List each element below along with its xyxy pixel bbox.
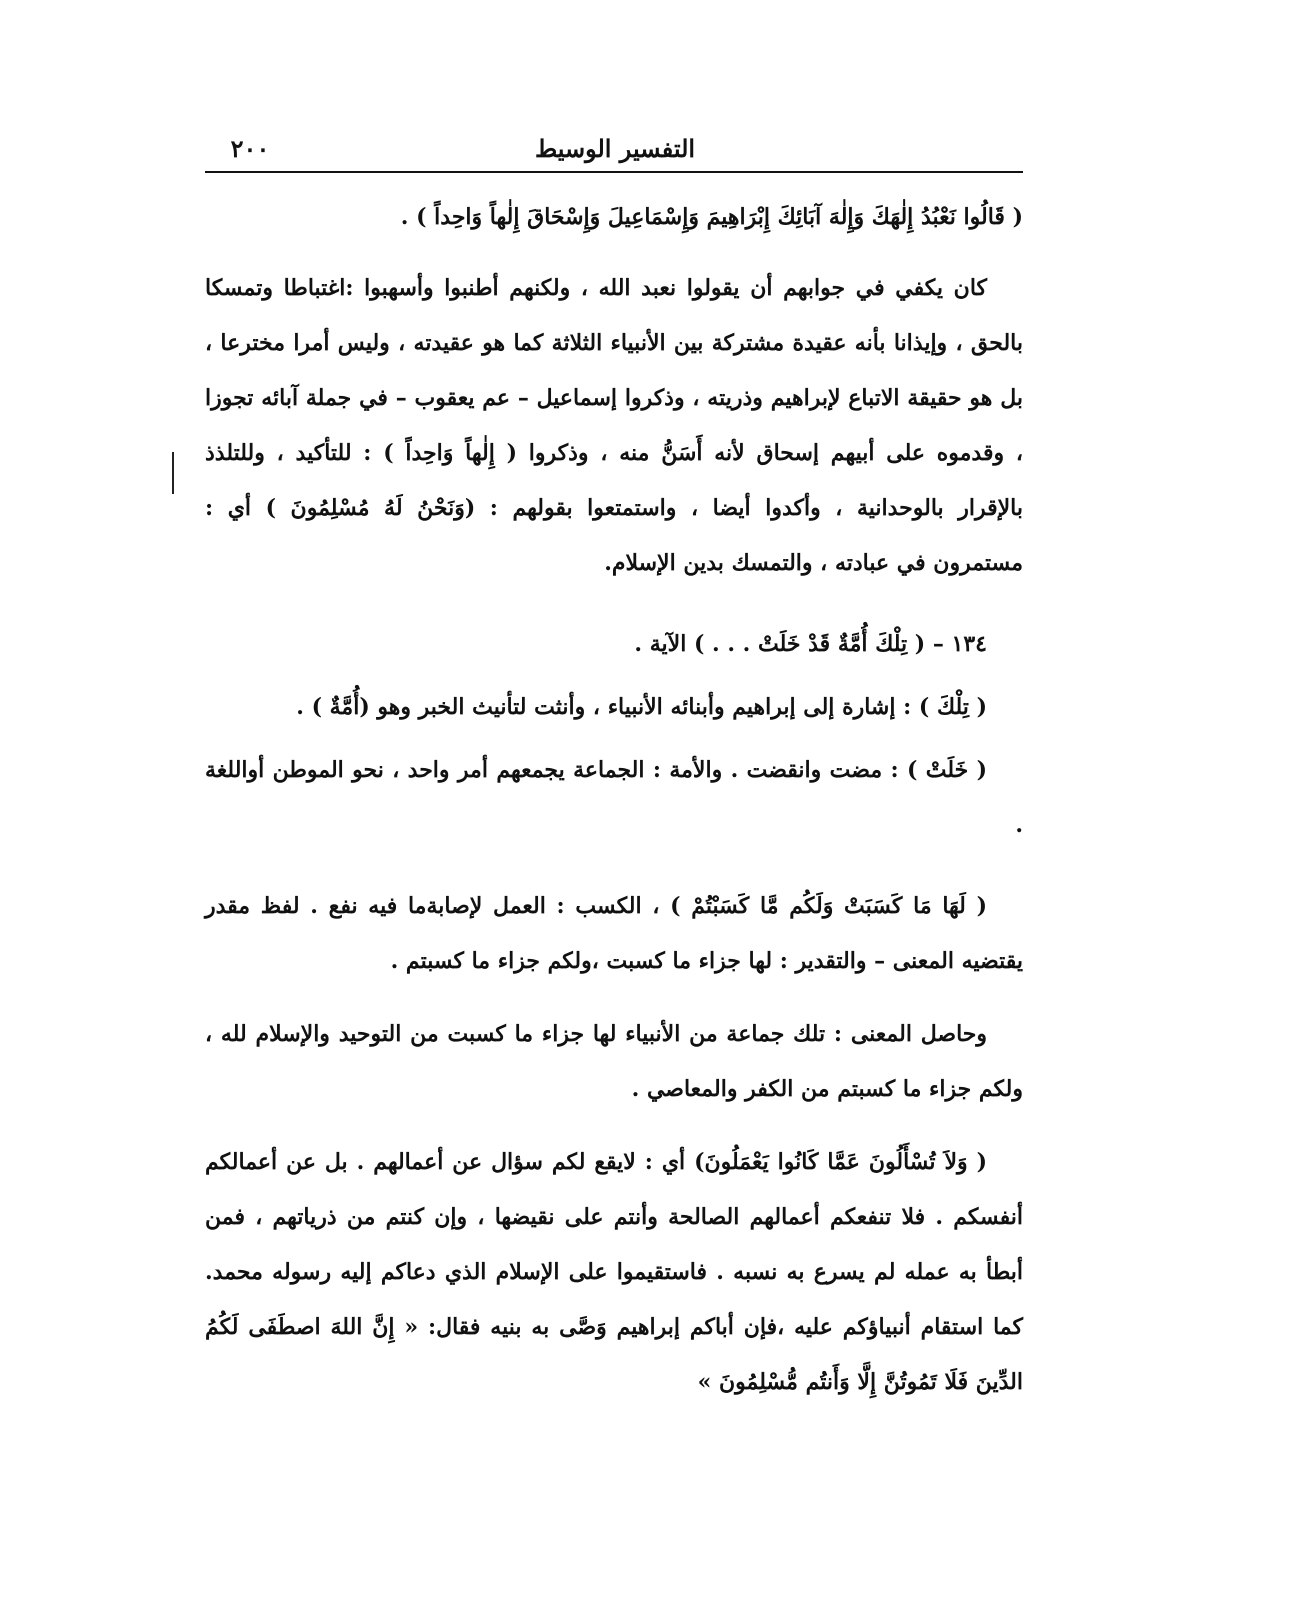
commentary-paragraph: كان يكفي في جوابهم أن يقولوا نعبد الله ، ولكنهم أطنبوا وأسهبوا :اغتباطا وتمسكا بالحق ، وإيذانا بأنه عقيدة مشتركة بين الأنبياء الثلاثة كما هو عقيدته ، وليس أمرا مخترعا ، بل هو حقيقة الاتباع لإبراهيم وذريته ، وذكروا إسماعيل – عم يعقوب – في جملة آبائه تجوزا ، وقدموه على أبيهم إسحاق لأنه أَسَنُّ منه ، وذكروا ( إِلٰهاً وَاحِداً ) : للتأكيد ، وللتلذذ بالإقرار بالوحدانية ، وأكدوا أيضا ، واستمتعوا بقولهم : (وَنَحْنُ لَهُ مُسْلِمُونَ ) أي : مستمرون في عبادته ، والتمسك بدين الإسلام. [205,275,1024,576]
word-explanation: ( خَلَتْ ) : مضت وانقضت . والأمة : الجماعة يجمعهم أمر واحد ، نحو الموطن أواللغة . [205,757,1023,838]
margin-mark [172,452,174,494]
meaning-summary: وحاصل المعنى : تلك جماعة من الأنبياء لها جزاء ما كسبت من التوحيد والإسلام لله ، ولكم جزاء ما كسبتم من الكفر والمعاصي . [205,1021,1023,1102]
page-body [205,190,1023,1410]
header-rule [205,171,1023,173]
running-title: التفسير الوسيط [534,134,696,163]
page-header [205,128,1025,172]
verse-quote: ( قَالُوا نَعْبُدُ إِلٰهَكَ وَإِلٰهَ آبَائِكَ إِبْرَاهِيمَ وَإِسْمَاعِيلَ وَإِسْحَاقَ إِلٰهاً وَاحِداً ) . [400,204,1023,230]
page-number: ٢٠٠ [230,134,270,163]
verse-heading: ١٣٤ – ( تِلْكَ أُمَّةٌ قَدْ خَلَتْ . . . ) الآية . [634,631,987,657]
word-explanation: ( لَهَا مَا كَسَبَتْ وَلَكُم مَّا كَسَبْتُمْ ) ، الكسب : العمل لإصابةما فيه نفع . لفظ مقدر يقتضيه المعنى – والتقدير : لها جزاء ما كسبت ،ولكم جزاء ما كسبتم . [205,893,1023,974]
word-explanation: ( تِلْكَ ) : إشارة إلى إبراهيم وأبنائه الأنبياء ، وأنثت لتأنيث الخبر وهو (أُمَّةٌ ) . [296,694,987,720]
commentary-paragraph: ( وَلاَ تُسْأَلُونَ عَمَّا كَانُوا يَعْمَلُونَ) أي : لايقع لكم سؤال عن أعمالهم . بل عن أعمالكم أنفسكم . فلا تنفعكم أعمالهم الصالحة وأنتم على نقيضها ، وإن كنتم من ذرياتهم ، فمن أبطأ به عمله لم يسرع به نسبه . فاستقيموا على الإسلام الذي دعاكم إليه رسوله محمد. كما استقام أنبياؤكم عليه ،فإن أباكم إبراهيم وَصَّى به بنيه فقال: « إِنَّ اللهَ اصطَفَى لَكُمُ الدِّينَ فَلَا تَمُوتُنَّ إِلَّا وَأَنتُم مُّسْلِمُونَ » [205,1149,1023,1395]
